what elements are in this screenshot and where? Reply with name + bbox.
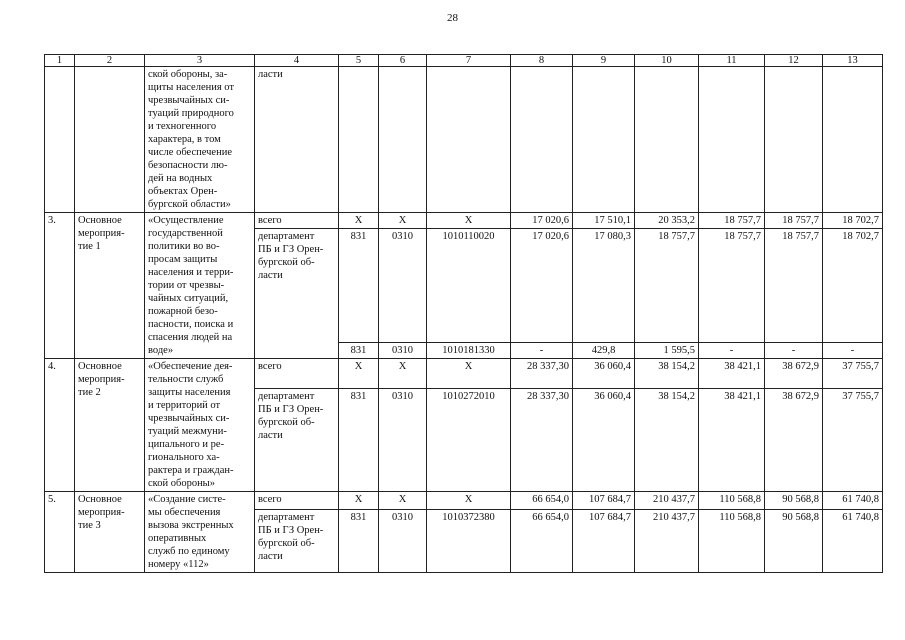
header-cell: 8: [511, 55, 573, 67]
value-cell: -: [511, 343, 573, 359]
value-cell: 110 568,8: [699, 510, 765, 573]
header-cell: 10: [635, 55, 699, 67]
value-cell: 28 337,30: [511, 359, 573, 389]
value-cell: 110 568,8: [699, 492, 765, 510]
table-row: [45, 213, 883, 229]
value-cell: -: [765, 343, 823, 359]
row-type: Основное мероприя- тие 3: [75, 492, 145, 573]
header-cell: 12: [765, 55, 823, 67]
total-label: всего: [255, 359, 339, 389]
header-cell: 2: [75, 55, 145, 67]
table-cell: 1010272010: [427, 388, 511, 491]
value-cell: 18 757,7: [699, 213, 765, 229]
table-cell: Х: [427, 213, 511, 229]
value-cell: 18 757,7: [765, 229, 823, 343]
value-cell: 210 437,7: [635, 510, 699, 573]
table-cell: Х: [339, 492, 379, 510]
table-cell: 831: [339, 343, 379, 359]
continued-name: ской обороны, за- щиты населения от чрезвычайных си- туаций природного и техногенного характера, в том числе обеспечение безопасности лю- дей на водных объектах Орен- бургской области»: [145, 67, 255, 213]
value-cell: 17 080,3: [573, 229, 635, 343]
table-cell: 0310: [379, 343, 427, 359]
header-cell: 7: [427, 55, 511, 67]
value-cell: 17 020,6: [511, 229, 573, 343]
value-cell: 36 060,4: [573, 388, 635, 491]
value-cell: 107 684,7: [573, 492, 635, 510]
table-cell: Х: [339, 213, 379, 229]
continuation-row: [45, 67, 883, 213]
table-cell: 1010372380: [427, 510, 511, 573]
value-cell: 210 437,7: [635, 492, 699, 510]
total-label: всего: [255, 213, 339, 229]
table-cell: 1010110020: [427, 229, 511, 343]
header-cell: 1: [45, 55, 75, 67]
value-cell: 17 020,6: [511, 213, 573, 229]
header-cell: 5: [339, 55, 379, 67]
header-cell: 9: [573, 55, 635, 67]
header-row: [45, 55, 883, 67]
header-cell: 4: [255, 55, 339, 67]
table-cell: Х: [427, 359, 511, 389]
value-cell: 18 702,7: [823, 213, 883, 229]
row-number: 5.: [45, 492, 75, 573]
table-cell: 1010181330: [427, 343, 511, 359]
row-name: «Создание систе- мы обеспечения вызова экстренных оперативных служб по единому номеру «112»: [145, 492, 255, 573]
table-cell: Х: [379, 492, 427, 510]
header-cell: 13: [823, 55, 883, 67]
executor-cell: департамент ПБ и ГЗ Орен- бургской об- ласти: [255, 510, 339, 573]
value-cell: 38 672,9: [765, 388, 823, 491]
value-cell: 18 757,7: [635, 229, 699, 343]
value-cell: 18 702,7: [823, 229, 883, 343]
header-cell: 6: [379, 55, 427, 67]
row-type: Основное мероприя- тие 2: [75, 359, 145, 492]
table-row: [45, 359, 883, 389]
value-cell: 37 755,7: [823, 359, 883, 389]
table-cell: 831: [339, 510, 379, 573]
value-cell: 18 757,7: [699, 229, 765, 343]
value-cell: 38 154,2: [635, 388, 699, 491]
table-cell: 0310: [379, 510, 427, 573]
header-cell: 11: [699, 55, 765, 67]
total-label: всего: [255, 492, 339, 510]
value-cell: 38 672,9: [765, 359, 823, 389]
value-cell: 429,8: [573, 343, 635, 359]
value-cell: 37 755,7: [823, 388, 883, 491]
table-cell: Х: [379, 213, 427, 229]
value-cell: 61 740,8: [823, 510, 883, 573]
row-number: 3.: [45, 213, 75, 359]
value-cell: 18 757,7: [765, 213, 823, 229]
table-cell: Х: [339, 359, 379, 389]
row-number: 4.: [45, 359, 75, 492]
page-number: 28: [447, 12, 458, 24]
value-cell: 61 740,8: [823, 492, 883, 510]
value-cell: 66 654,0: [511, 510, 573, 573]
table-cell: 831: [339, 229, 379, 343]
value-cell: -: [823, 343, 883, 359]
table-cell: 0310: [379, 229, 427, 343]
value-cell: 20 353,2: [635, 213, 699, 229]
executor-cell: департамент ПБ и ГЗ Орен- бургской об- ласти: [255, 229, 339, 359]
table-row: [45, 492, 883, 510]
executor-cell: департамент ПБ и ГЗ Орен- бургской об- ласти: [255, 388, 339, 491]
table-cell: 0310: [379, 388, 427, 491]
value-cell: 90 568,8: [765, 510, 823, 573]
row-name: «Осуществление государственной политики во во- просам защиты населения и терри- тории от чрезвы- чайных ситуаций, пожарной безо- пасности, поиска и спасения людей на воде»: [145, 213, 255, 359]
table-cell: 831: [339, 388, 379, 491]
value-cell: 107 684,7: [573, 510, 635, 573]
value-cell: 36 060,4: [573, 359, 635, 389]
program-table: [44, 54, 883, 573]
value-cell: 66 654,0: [511, 492, 573, 510]
header-cell: 3: [145, 55, 255, 67]
value-cell: 17 510,1: [573, 213, 635, 229]
continued-executor: ласти: [255, 67, 339, 213]
row-type: Основное мероприя- тие 1: [75, 213, 145, 359]
value-cell: 28 337,30: [511, 388, 573, 491]
table-cell: Х: [379, 359, 427, 389]
value-cell: 38 421,1: [699, 388, 765, 491]
row-name: «Обеспечение дея- тельности служб защиты населения и территорий от чрезвычайных си- туаций межмуни- ципального и ре- гионального ха- рактера и граждан- ской обороны»: [145, 359, 255, 492]
table-cell: Х: [427, 492, 511, 510]
value-cell: 90 568,8: [765, 492, 823, 510]
value-cell: -: [699, 343, 765, 359]
value-cell: 38 421,1: [699, 359, 765, 389]
value-cell: 38 154,2: [635, 359, 699, 389]
value-cell: 1 595,5: [635, 343, 699, 359]
